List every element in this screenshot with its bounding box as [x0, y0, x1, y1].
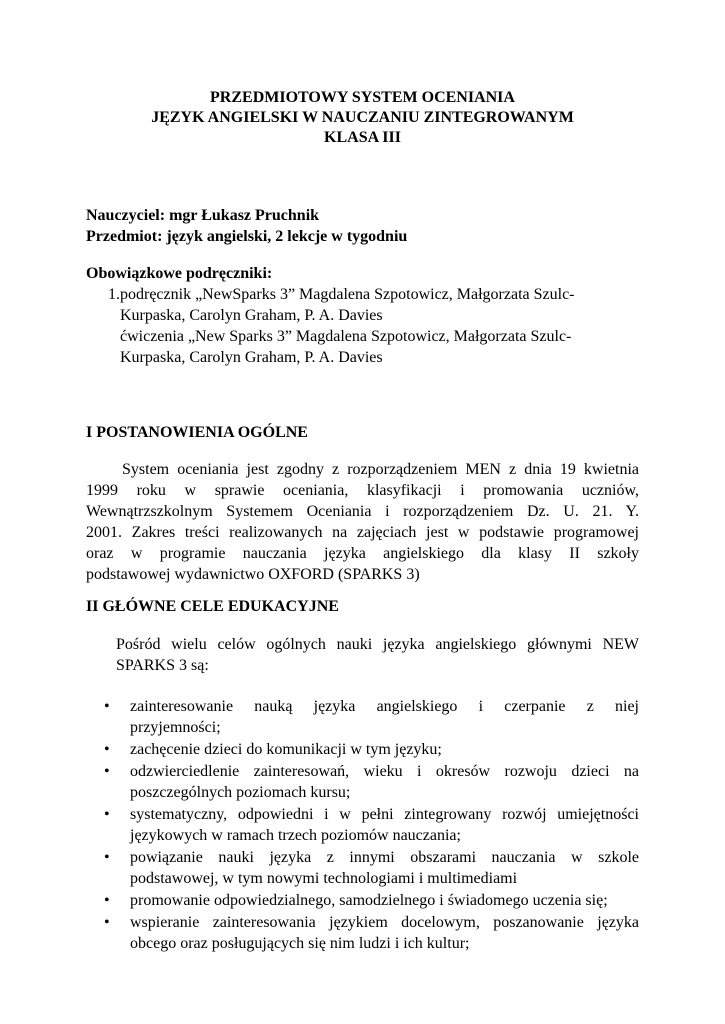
subject-line: Przedmiot: język angielski, 2 lekcje w tygodniu [86, 228, 408, 245]
section-1-heading: I POSTANOWIENIA OGÓLNE [86, 424, 308, 441]
intro-line: SPARKS 3 są: [116, 657, 209, 674]
bullet-icon: • [104, 892, 110, 909]
bullet-line: powiązanie nauki języka z innymi obszarami nauczania w szkole [130, 849, 639, 866]
bullet-item [104, 804, 639, 846]
bullet-line: zachęcenie dzieci do komunikacji w tym języku; [130, 741, 442, 758]
bullet-icon: • [104, 741, 110, 758]
goals-bullet-list [104, 696, 639, 955]
paragraph-line: 1999 roku w sprawie oceniania, klasyfikacji i promowania uczniów, [86, 482, 639, 499]
bullet-item [104, 890, 639, 911]
bullet-icon: • [104, 806, 110, 823]
bullet-icon: • [104, 763, 110, 780]
book-number: 1. [108, 286, 120, 303]
paragraph-line: Wewnątrzszkolnym Systemem Oceniania i rozporządzeniem Dz. U. 21. Y. [86, 503, 639, 520]
bullet-item [104, 761, 639, 803]
book-line: ćwiczenia „New Sparks 3” Magdalena Szpotowicz, Małgorzata Szulc- [120, 328, 572, 345]
paragraph-line: oraz w programie nauczania języka angielskiego dla klasy II szkoły [86, 545, 639, 562]
bullet-line: podstawowej, w tym nowymi technologiami i multimediami [130, 870, 518, 887]
bullet-icon: • [104, 914, 110, 931]
bullet-line: wspieranie zainteresowania językiem docelowym, poszanowanie języka [130, 914, 639, 931]
meta-block [86, 205, 646, 247]
book-line: podręcznik „NewSparks 3” Magdalena Szpotowicz, Małgorzata Szulc- [120, 286, 575, 303]
bullet-line: zainteresowanie nauką języka angielskiego i czerpanie z niej [130, 698, 639, 715]
paragraph-line: 2001. Zakres treści realizowanych na zajęciach jest w podstawie programowej [86, 524, 639, 541]
title-line-3: KLASA III [324, 129, 401, 146]
bullet-icon: • [104, 698, 110, 715]
books-heading: Obowiązkowe podręczniki: [86, 265, 273, 282]
section-2-heading: II GŁÓWNE CELE EDUKACYJNE [86, 598, 339, 615]
bullet-line: odzwierciedlenie zainteresowań, wieku i okresów rozwoju dzieci na [130, 763, 639, 780]
bullet-item [104, 739, 639, 760]
bullet-item [104, 847, 639, 889]
paragraph-line: podstawowej wydawnictwo OXFORD (SPARKS 3) [86, 566, 420, 583]
book-line: Kurpaska, Carolyn Graham, P. A. Davies [120, 349, 383, 366]
paragraph-line: System oceniania jest zgodny z rozporządzeniem MEN z dnia 19 kwietnia [122, 461, 639, 478]
section-2-intro [116, 634, 639, 676]
bullet-line: systematyczny, odpowiedni i w pełni zintegrowany rozwój umiejętności [130, 806, 639, 823]
bullet-line: poszczególnych poziomach kursu; [130, 784, 351, 801]
book-line: Kurpaska, Carolyn Graham, P. A. Davies [120, 307, 383, 324]
intro-line: Pośród wielu celów ogólnych nauki języka angielskiego głównymi NEW [116, 636, 639, 653]
book-item [120, 284, 645, 368]
bullet-line: przyjemności; [130, 719, 221, 736]
title-line-2: JĘZYK ANGIELSKI W NAUCZANIU ZINTEGROWANYM [151, 109, 574, 126]
bullet-line: obcego oraz posługujących się nim ludzi i ich kultur; [130, 935, 470, 952]
bullet-icon: • [104, 849, 110, 866]
bullet-line: językowych w ramach trzech poziomów nauczania; [130, 827, 461, 844]
title-line-1: PRZEDMIOTOWY SYSTEM OCENIANIA [210, 89, 515, 106]
bullet-item [104, 696, 639, 738]
bullet-line: promowanie odpowiedzialnego, samodzielnego i świadomego uczenia się; [130, 892, 608, 909]
teacher-line: Nauczyciel: mgr Łukasz Pruchnik [86, 207, 320, 224]
document-title [0, 88, 725, 148]
bullet-item [104, 912, 639, 954]
section-1-paragraph [86, 459, 639, 585]
